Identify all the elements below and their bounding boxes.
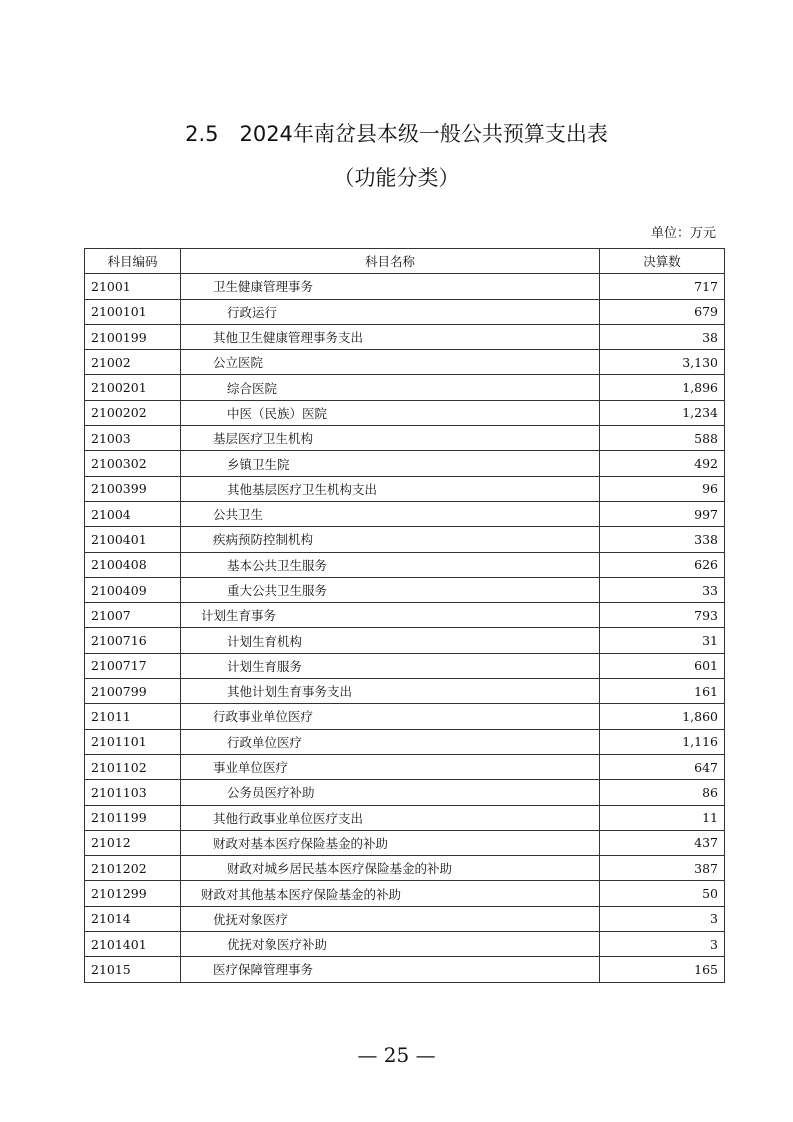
table-row: [85, 476, 725, 501]
row-name: 其他行政事业单位医疗支出: [181, 805, 600, 830]
row-name: 计划生育机构: [181, 628, 600, 653]
row-code: 21011: [85, 704, 181, 729]
row-code: 2100401: [85, 527, 181, 552]
row-code: 2100717: [85, 653, 181, 678]
table-row: [85, 350, 725, 375]
row-code: 2101299: [85, 881, 181, 906]
row-code: 2100302: [85, 451, 181, 476]
row-code: 2100716: [85, 628, 181, 653]
row-value: 492: [600, 451, 725, 476]
row-name: 卫生健康管理事务: [181, 274, 600, 299]
column-header-value: 决算数: [600, 249, 725, 274]
table-body: [85, 274, 725, 982]
row-code: 2100399: [85, 476, 181, 501]
table-row: [85, 729, 725, 754]
table-row: [85, 780, 725, 805]
row-code: 2100799: [85, 679, 181, 704]
row-name: 公共卫生: [181, 501, 600, 526]
table-row: [85, 653, 725, 678]
row-name: 行政运行: [181, 299, 600, 324]
unit-label: 单位：万元: [650, 226, 716, 241]
row-value: 793: [600, 603, 725, 628]
row-value: 3,130: [600, 350, 725, 375]
row-name: 计划生育事务: [181, 603, 600, 628]
table-row: [85, 957, 725, 982]
row-value: 338: [600, 527, 725, 552]
row-value: 588: [600, 426, 725, 451]
row-name: 公立医院: [181, 350, 600, 375]
row-code: 2100199: [85, 324, 181, 349]
row-value: 647: [600, 754, 725, 779]
table-row: [85, 299, 725, 324]
row-name: 重大公共卫生服务: [181, 577, 600, 602]
table-row: [85, 881, 725, 906]
row-code: 2101202: [85, 856, 181, 881]
row-value: 679: [600, 299, 725, 324]
table-row: [85, 856, 725, 881]
row-code: 21007: [85, 603, 181, 628]
row-name: 中医（民族）医院: [181, 400, 600, 425]
row-code: 21014: [85, 906, 181, 931]
row-code: 2101199: [85, 805, 181, 830]
row-value: 38: [600, 324, 725, 349]
row-value: 1,860: [600, 704, 725, 729]
row-name: 行政单位医疗: [181, 729, 600, 754]
page-number: — 25 —: [357, 1043, 436, 1067]
row-name: 优抚对象医疗: [181, 906, 600, 931]
table-row: [85, 754, 725, 779]
row-value: 165: [600, 957, 725, 982]
row-code: 2101101: [85, 729, 181, 754]
table-row: [85, 501, 725, 526]
row-value: 387: [600, 856, 725, 881]
row-name: 财政对基本医疗保险基金的补助: [181, 830, 600, 855]
table-row: [85, 400, 725, 425]
row-name: 乡镇卫生院: [181, 451, 600, 476]
row-value: 33: [600, 577, 725, 602]
row-name: 综合医院: [181, 375, 600, 400]
table-row: [85, 906, 725, 931]
table-row: [85, 527, 725, 552]
row-value: 3: [600, 906, 725, 931]
table-header-row: [85, 249, 725, 274]
table-row: [85, 426, 725, 451]
row-value: 11: [600, 805, 725, 830]
row-value: 717: [600, 274, 725, 299]
row-code: 2101102: [85, 754, 181, 779]
row-name: 财政对其他基本医疗保险基金的补助: [181, 881, 600, 906]
row-code: 2100202: [85, 400, 181, 425]
row-code: 2100408: [85, 552, 181, 577]
column-header-name: 科目名称: [181, 249, 600, 274]
table-row: [85, 704, 725, 729]
row-code: 2101103: [85, 780, 181, 805]
table-row: [85, 679, 725, 704]
row-value: 997: [600, 501, 725, 526]
row-code: 2100101: [85, 299, 181, 324]
row-value: 50: [600, 881, 725, 906]
row-value: 161: [600, 679, 725, 704]
row-value: 1,896: [600, 375, 725, 400]
row-code: 2100201: [85, 375, 181, 400]
row-name: 疾病预防控制机构: [181, 527, 600, 552]
row-name: 行政事业单位医疗: [181, 704, 600, 729]
table-row: [85, 603, 725, 628]
row-value: 1,234: [600, 400, 725, 425]
row-value: 1,116: [600, 729, 725, 754]
table-row: [85, 830, 725, 855]
table-row: [85, 932, 725, 957]
row-name: 其他卫生健康管理事务支出: [181, 324, 600, 349]
table-row: [85, 375, 725, 400]
page-subtitle: （功能分类）: [333, 166, 460, 190]
row-code: 21004: [85, 501, 181, 526]
row-value: 601: [600, 653, 725, 678]
row-name: 优抚对象医疗补助: [181, 932, 600, 957]
row-code: 21002: [85, 350, 181, 375]
page-title: 2.5 2024年南岔县本级一般公共预算支出表: [185, 122, 608, 146]
column-header-code: 科目编码: [85, 249, 181, 274]
row-code: 21015: [85, 957, 181, 982]
row-value: 96: [600, 476, 725, 501]
row-value: 626: [600, 552, 725, 577]
budget-table: [84, 248, 725, 983]
table-row: [85, 324, 725, 349]
row-value: 437: [600, 830, 725, 855]
table-row: [85, 577, 725, 602]
row-name: 公务员医疗补助: [181, 780, 600, 805]
row-value: 86: [600, 780, 725, 805]
row-name: 其他基层医疗卫生机构支出: [181, 476, 600, 501]
row-name: 基本公共卫生服务: [181, 552, 600, 577]
row-name: 其他计划生育事务支出: [181, 679, 600, 704]
table-row: [85, 628, 725, 653]
table-row: [85, 451, 725, 476]
row-name: 医疗保障管理事务: [181, 957, 600, 982]
row-code: 21003: [85, 426, 181, 451]
table-row: [85, 552, 725, 577]
row-value: 31: [600, 628, 725, 653]
row-code: 21012: [85, 830, 181, 855]
row-name: 事业单位医疗: [181, 754, 600, 779]
row-name: 计划生育服务: [181, 653, 600, 678]
row-code: 2100409: [85, 577, 181, 602]
table-row: [85, 805, 725, 830]
row-code: 21001: [85, 274, 181, 299]
row-code: 2101401: [85, 932, 181, 957]
row-name: 财政对城乡居民基本医疗保险基金的补助: [181, 856, 600, 881]
row-value: 3: [600, 932, 725, 957]
table-row: [85, 274, 725, 299]
row-name: 基层医疗卫生机构: [181, 426, 600, 451]
